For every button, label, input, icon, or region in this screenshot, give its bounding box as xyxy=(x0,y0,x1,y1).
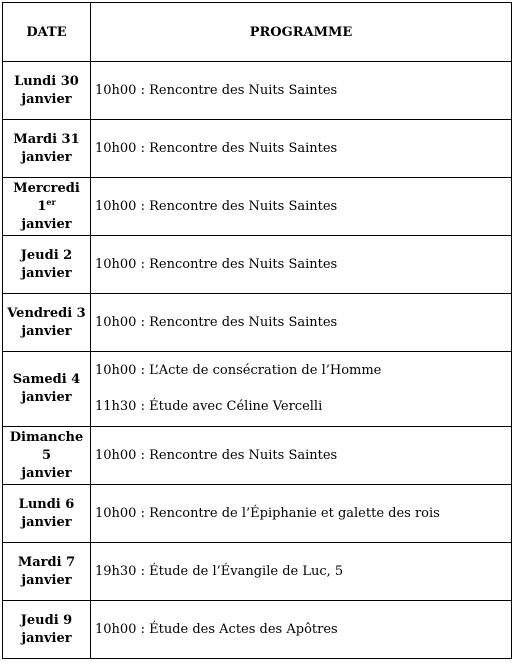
programme-cell xyxy=(91,485,512,543)
month-label: janvier xyxy=(21,630,72,646)
month-label: janvier xyxy=(21,572,72,588)
event-text: 10h00 : Rencontre des Nuits Saintes xyxy=(95,140,338,156)
event-text: 10h00 : Rencontre des Nuits Saintes xyxy=(95,256,338,272)
header-row xyxy=(3,3,512,62)
programme-cell xyxy=(91,62,512,120)
event-text: 10h00 : Rencontre des Nuits Saintes xyxy=(95,82,338,98)
table-row xyxy=(3,120,512,178)
day-label: Lundi 30 xyxy=(14,73,79,89)
month-label: janvier xyxy=(21,91,72,107)
event-text: 10h00 : Rencontre des Nuits Saintes xyxy=(95,447,338,463)
programme-table xyxy=(2,2,512,659)
day-label: Samedi 4 xyxy=(12,372,81,387)
table-row xyxy=(3,485,512,543)
date-cell xyxy=(3,120,91,178)
table-row xyxy=(3,62,512,120)
date-cell xyxy=(3,62,91,120)
table-row xyxy=(3,543,512,601)
month-label: janvier xyxy=(21,265,72,281)
month-label: janvier xyxy=(21,390,72,405)
event-text: 10h00 : Rencontre des Nuits Saintes xyxy=(95,198,338,214)
event-text: 11h30 : Étude avec Céline Vercelli xyxy=(95,399,323,414)
table-row xyxy=(3,178,512,236)
day-label: Mercredi 1 xyxy=(13,180,80,214)
ordinal-superscript: er xyxy=(46,196,56,207)
day-label: Mardi 7 xyxy=(17,554,76,570)
day-label: Jeudi 9 xyxy=(20,612,73,628)
day-label: Dimanche 5 xyxy=(9,429,84,463)
table-row xyxy=(3,601,512,659)
month-label: janvier xyxy=(21,514,72,530)
month-label: janvier xyxy=(21,465,72,481)
date-cell xyxy=(3,543,91,601)
programme-cell xyxy=(91,178,512,236)
month-label: janvier xyxy=(21,216,72,232)
date-cell xyxy=(3,601,91,659)
programme-cell xyxy=(91,294,512,352)
date-cell xyxy=(3,427,91,485)
programme-cell xyxy=(91,601,512,659)
programme-cell xyxy=(91,120,512,178)
table-row xyxy=(3,427,512,485)
day-label: Jeudi 2 xyxy=(20,247,73,263)
programme-body xyxy=(3,62,512,659)
programme-cell xyxy=(91,427,512,485)
day-label: Vendredi 3 xyxy=(7,305,86,321)
table-row xyxy=(3,294,512,352)
table-row xyxy=(3,236,512,294)
day-label: Lundi 6 xyxy=(18,496,75,512)
date-cell xyxy=(3,294,91,352)
programme-cell xyxy=(91,352,512,427)
event-text: 10h00 : Rencontre des Nuits Saintes xyxy=(95,314,338,330)
date-cell xyxy=(3,178,91,236)
event-text: 10h00 : L’Acte de consécration de l’Homme xyxy=(95,363,382,378)
day-label: Mardi 31 xyxy=(13,131,80,147)
date-cell xyxy=(3,236,91,294)
programme-cell xyxy=(91,543,512,601)
month-label: janvier xyxy=(21,149,72,165)
month-label: janvier xyxy=(21,323,72,339)
table-row xyxy=(3,352,512,427)
programme-cell xyxy=(91,236,512,294)
event-text: 10h00 : Étude des Actes des Apôtres xyxy=(95,621,338,637)
date-cell xyxy=(3,485,91,543)
event-text: 10h00 : Rencontre de l’Épiphanie et galette des rois xyxy=(95,505,440,521)
date-column-header: DATE xyxy=(3,3,91,62)
date-cell xyxy=(3,352,91,427)
programme-column-header: PROGRAMME xyxy=(91,3,512,62)
event-text: 19h30 : Étude de l’Évangile de Luc, 5 xyxy=(95,563,344,579)
